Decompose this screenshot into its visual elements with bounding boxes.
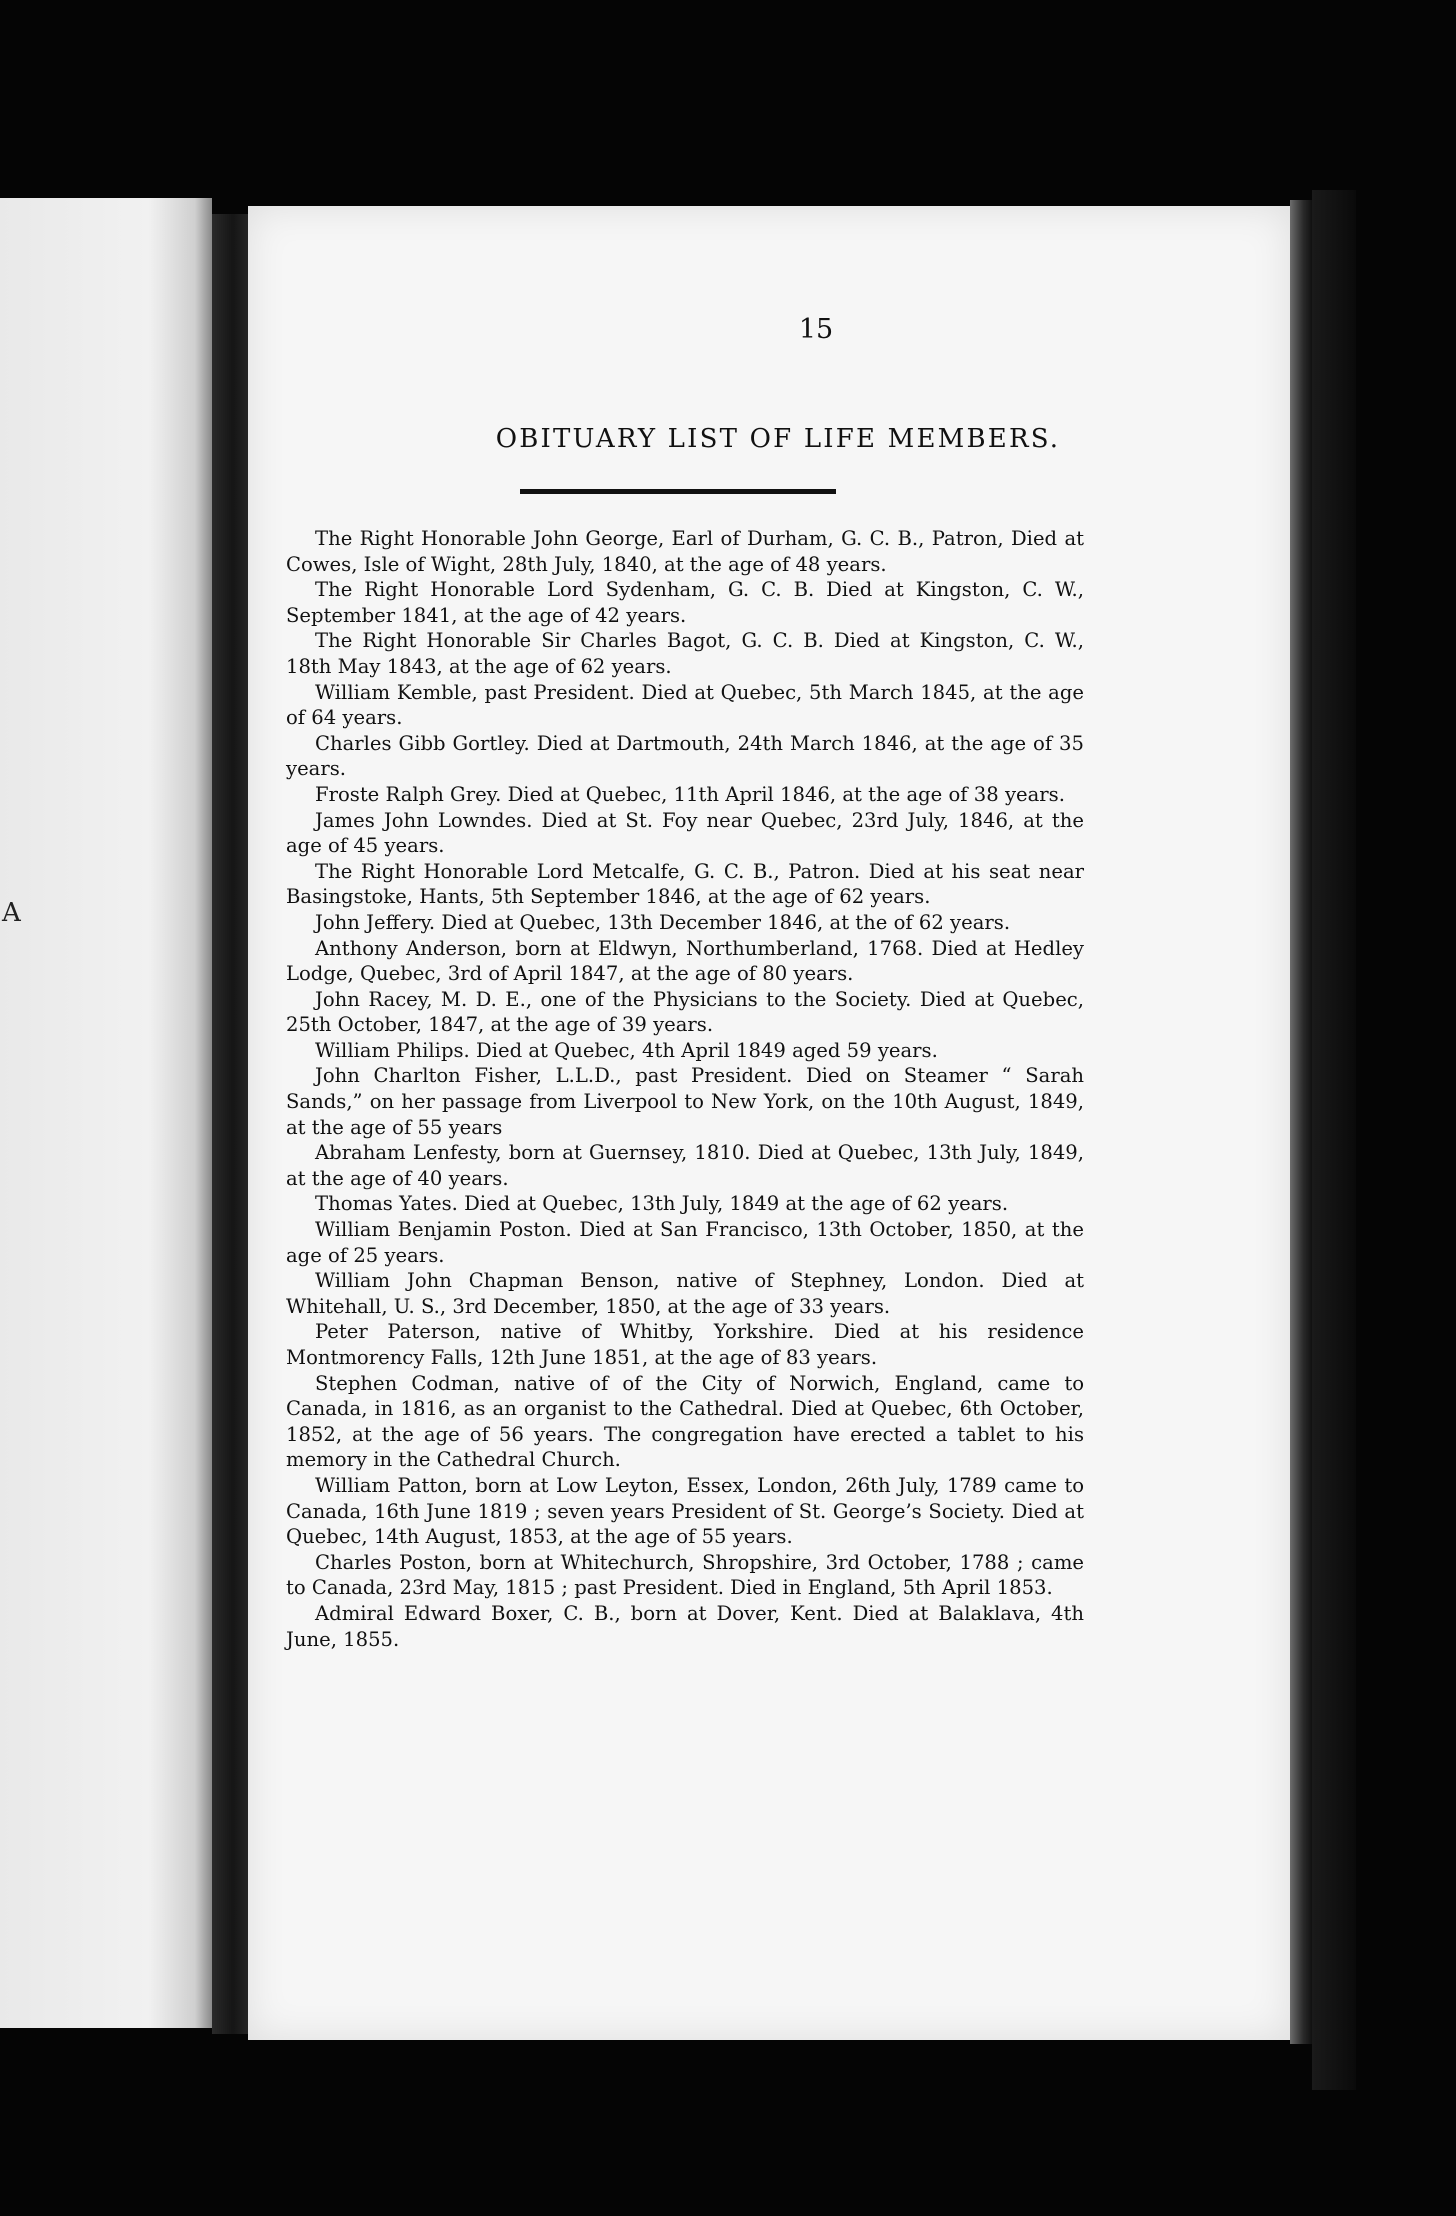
obituary-entry: The Right Honorable Sir Charles Bagot, G. C. B. Died at Kingston, C. W., 18th May 1843, at the age of 62 years. — [286, 629, 1084, 678]
obituary-entry: The Right Honorable John George, Earl of Durham, G. C. B., Patron, Died at Cowes, Isle of Wight, 28th July, 1840, at the age of 48 years. — [286, 527, 1084, 576]
obituary-entry: William Philips. Died at Quebec, 4th April 1849 aged 59 years. — [315, 1038, 938, 1062]
obituary-entry: Admiral Edward Boxer, C. B., born at Dover, Kent. Died at Balaklava, 4th June, 1855. — [286, 1601, 1084, 1651]
book-binding — [1312, 190, 1356, 2090]
obituary-entry: John Charlton Fisher, L.L.D., past President. Died on Steamer “ Sarah Sands,” on her passage from Liverpool to New York, on the 10th August, 1849, at the age of 55 years — [286, 1064, 1084, 1139]
facing-page-edge — [0, 198, 212, 2028]
obituary-entry: Anthony Anderson, born at Eldwyn, Northumberland, 1768. Died at Hedley Lodge, Quebec, 3rd of April 1847, at the age of 80 years. — [286, 936, 1084, 986]
obituary-entry: William Benjamin Poston. Died at San Francisco, 13th October, 1850, at the age of 25 years. — [286, 1218, 1084, 1267]
page-number: 15 — [798, 314, 834, 345]
obituary-entry: Charles Gibb Gortley. Died at Dartmouth, 24th March 1846, at the age of 35 years. — [286, 731, 1084, 781]
obituary-entry: William Kemble, past President. Died at Quebec, 5th March 1845, at the age of 64 years. — [286, 680, 1084, 730]
obituary-entry: John Racey, M. D. E., one of the Physicians to the Society. Died at Quebec, 25th October, 1847, at the age of 39 years. — [286, 987, 1084, 1037]
obituary-entry: John Jeffery. Died at Quebec, 13th December 1846, at the of 62 years. — [315, 910, 1011, 934]
page — [248, 206, 1290, 2040]
obituary-entry: Charles Poston, born at Whitechurch, Shropshire, 3rd October, 1788 ; came to Canada, 23rd May, 1815 ; past President. Died in England, 5th April 1853. — [286, 1550, 1084, 1600]
obituary-entry: Abraham Lenfesty, born at Guernsey, 1810. Died at Quebec, 13th July, 1849, at the age of 40 years. — [286, 1141, 1084, 1190]
obituary-entry: Stephen Codman, native of of the City of Norwich, England, came to Canada, in 1816, as an organist to the Cathedral. Died at Quebec, 6th October, 1852, at the age of 56 years. The congregation have erected a tablet to his memory in the Cathedral Church. — [286, 1371, 1084, 1472]
obituary-list — [286, 526, 1084, 1652]
page-title: OBITUARY LIST OF LIFE MEMBERS. — [495, 424, 1061, 454]
obituary-entry: William Patton, born at Low Leyton, Essex, London, 26th July, 1789 came to Canada, 16th June 1819 ; seven years President of St. George’s Society. Died at Quebec, 14th August, 1853, at the age of 55 years. — [286, 1473, 1084, 1549]
obituary-entry: Froste Ralph Grey. Died at Quebec, 11th April 1846, at the age of 38 years. — [315, 782, 1065, 806]
title-rule — [520, 489, 836, 494]
page-edge-shadow — [1290, 200, 1312, 2044]
obituary-entry: James John Lowndes. Died at St. Foy near Quebec, 23rd July, 1846, at the age of 45 years. — [286, 808, 1084, 858]
obituary-entry: The Right Honorable Lord Metcalfe, G. C. B., Patron. Died at his seat near Basingstoke, Hants, 5th September 1846, at the age of 62 years. — [286, 859, 1084, 909]
facing-page-letter: A — [2, 898, 21, 928]
obituary-entry: William John Chapman Benson, native of Stephney, London. Died at Whitehall, U. S., 3rd December, 1850, at the age of 33 years. — [286, 1269, 1084, 1318]
obituary-entry: The Right Honorable Lord Sydenham, G. C. B. Died at Kingston, C. W., September 1841, at the age of 42 years. — [286, 578, 1084, 627]
obituary-entry: Peter Paterson, native of Whitby, Yorkshire. Died at his residence Montmorency Falls, 12th June 1851, at the age of 83 years. — [286, 1320, 1084, 1369]
obituary-entry: Thomas Yates. Died at Quebec, 13th July, 1849 at the age of 62 years. — [315, 1192, 1009, 1216]
